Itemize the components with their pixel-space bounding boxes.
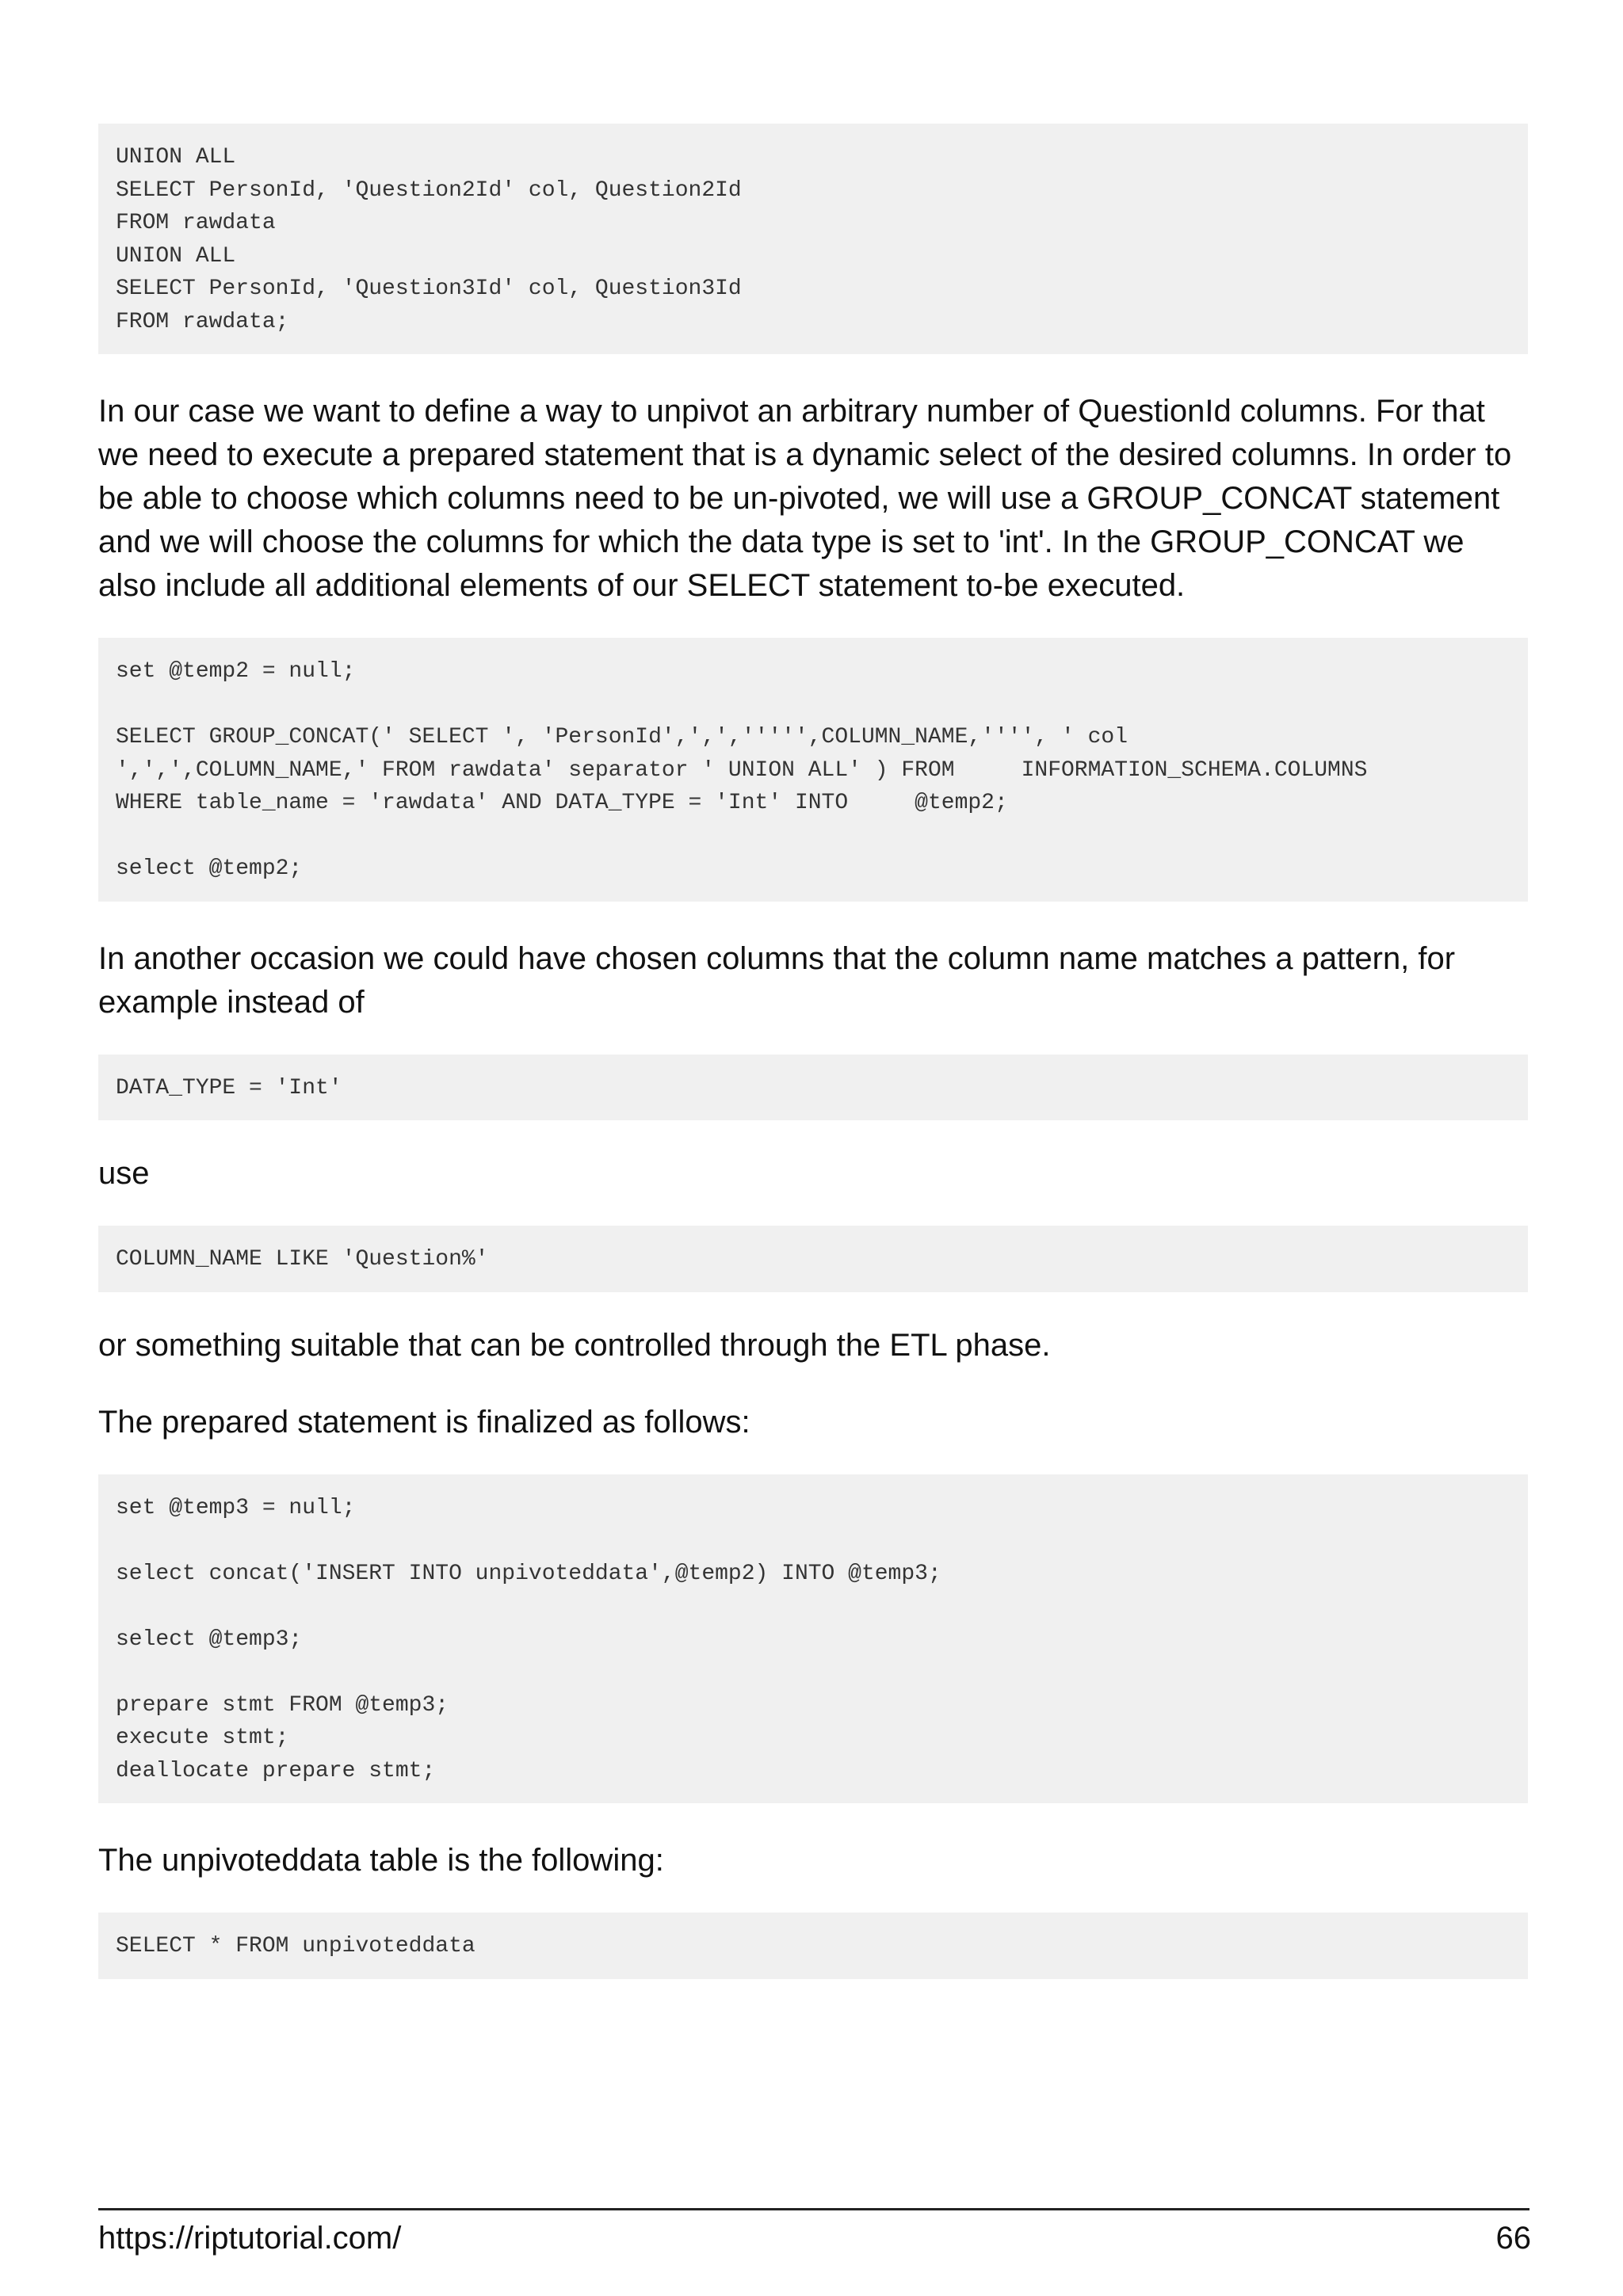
footer-url: https://riptutorial.com/ [98, 2221, 402, 2256]
code-block-group-concat: set @temp2 = null; SELECT GROUP_CONCAT(' SELECT ', 'PersonId',',',''''',COLUMN_NAME,'''', ' col ',',',COLUMN_NAME,' FROM rawdata' separator ' UNION ALL' ) FROM INFORMATION_SCHEMA.COLUMNS WHERE table_name = 'rawdata' AND DATA_TYPE = 'Int' INTO @temp2; select @temp2; [98, 638, 1528, 902]
paragraph-prepared-statement: The prepared statement is finalized as follows: [98, 1404, 750, 1440]
paragraph-etl-phase: or something suitable that can be controlled through the ETL phase. [98, 1327, 1051, 1363]
page-number: 66 [1495, 2221, 1531, 2256]
document-body [98, 124, 1528, 1979]
code-block-prepare-execute: set @temp3 = null; select concat('INSERT INTO unpivoteddata',@temp2) INTO @temp3; select @temp3; prepare stmt FROM @temp3; execute stmt; deallocate prepare stmt; [98, 1474, 1528, 1804]
footer-divider [98, 2208, 1529, 2210]
paragraph-pattern-alternative: In another occasion we could have chosen columns that the column name matches a pattern, for example instead of [98, 940, 1456, 1020]
paragraph-unpivot-intro: In our case we want to define a way to unpivot an arbitrary number of QuestionId columns. For that we need to execute a prepared statement that is a dynamic select of the desired columns. In order to be able to choose which columns need to be un-pivoted, we will use a GROUP_CONCAT statement and we will choose the columns for which the data type is set to 'int'. In the GROUP_CONCAT we also include all additional elements of our SELECT statement to-be executed. [98, 394, 1512, 603]
code-block-column-name-like: COLUMN_NAME LIKE 'Question%' [98, 1226, 1528, 1292]
code-block-select-unpivoteddata: SELECT * FROM unpivoteddata [98, 1913, 1528, 1979]
paragraph-unpivoteddata-table: The unpivoteddata table is the following: [98, 1843, 664, 1878]
paragraph-use: use [98, 1156, 150, 1191]
code-block-data-type: DATA_TYPE = 'Int' [98, 1055, 1528, 1121]
code-block-union-all: UNION ALL SELECT PersonId, 'Question2Id' col, Question2Id FROM rawdata UNION ALL SELECT PersonId, 'Question3Id' col, Question3Id FROM rawdata; [98, 124, 1528, 354]
